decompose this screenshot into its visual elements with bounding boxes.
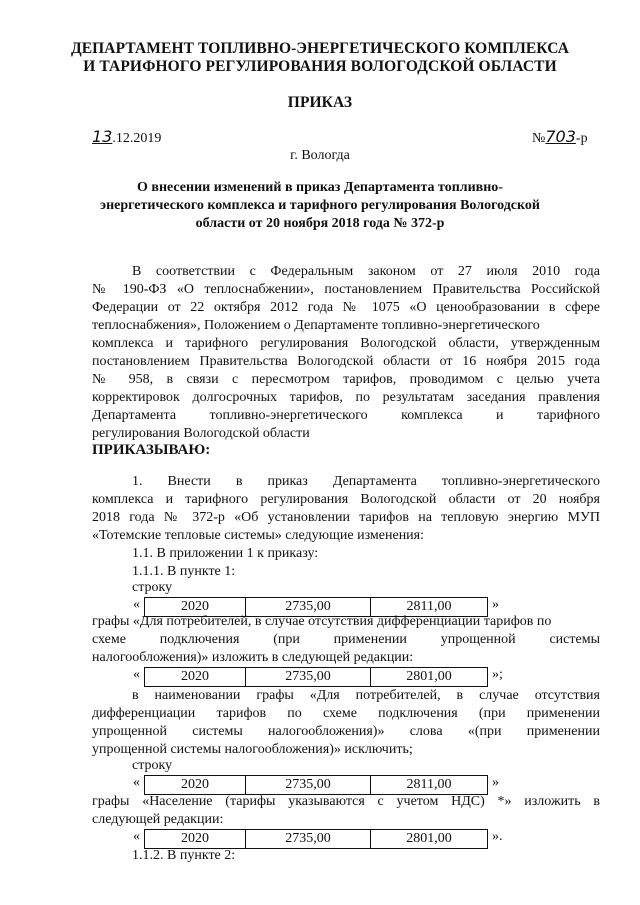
quote-close: »: [492, 775, 499, 790]
year-cell: 2020: [145, 776, 246, 794]
tariff-cell: 2811,00: [406, 599, 452, 614]
year-cell: 2020: [145, 830, 246, 848]
title-line-3: области от 20 ноября 2018 года № 372-р: [195, 216, 445, 231]
year-cell: 2020: [145, 598, 246, 616]
preamble-line: комплекса и тарифного регулирования Вологодской области, утвержденным: [92, 336, 600, 351]
quote-close: »: [492, 597, 499, 612]
item1-line: комплекса и тарифного регулирования Вологодской области от 20 ноября: [92, 492, 600, 507]
number-prefix: №: [532, 131, 546, 146]
document-type: ПРИКАЗ: [287, 94, 353, 111]
title-line-2: энергетического комплекса и тарифного регулирования Вологодской: [100, 198, 540, 213]
tariff-row-table: [144, 829, 488, 849]
tariff-row-table: [144, 667, 488, 687]
title-line-1: О внесении изменений в приказ Департамента топливно-: [137, 180, 503, 195]
tariff-cell: 2801,00: [406, 669, 452, 684]
preamble-line: корректировок долгосрочных тарифов, по результатам заседания правления: [92, 390, 600, 405]
preamble-line: теплоснабжения», Положением о Департаменте топливно-энергетического: [92, 318, 540, 333]
tariff-cell: 2735,00: [246, 830, 371, 848]
para-b-line: упрощенной системы налогообложения)» слова «(при применении: [92, 724, 600, 739]
subitem-1-1-1: 1.1.1. В пункте 1:: [132, 564, 236, 579]
para-a-line: схеме подключения (при применении упрощенной системы: [92, 632, 600, 647]
item1-line: 1. Внести в приказ Департамента топливно-энергетического: [132, 474, 600, 489]
date-printed: .12.2019: [112, 131, 162, 146]
year-cell: 2020: [145, 668, 246, 686]
tariff-cell: 2735,00: [246, 776, 371, 794]
tariff-cell: 2735,00: [246, 598, 371, 616]
number-handwritten: 703: [545, 127, 576, 146]
quote-open: «: [133, 597, 140, 612]
preamble-line: Федерации от 22 октября 2012 года № 1075 «О ценообразовании в сфере: [92, 300, 600, 315]
stroku-label: строку: [132, 580, 173, 595]
para-b-line: упрощенной системы налогообложения)» исключить;: [92, 742, 413, 757]
para-b-line: в наименовании графы «Для потребителей, в случае отсутствия: [132, 688, 600, 703]
quote-close: ».: [492, 829, 503, 844]
stroku-label: строку: [132, 758, 173, 773]
number-suffix: -р: [575, 131, 588, 146]
order-word: ПРИКАЗЫВАЮ:: [92, 442, 211, 458]
quote-open: «: [133, 667, 140, 682]
order-date: [92, 127, 161, 147]
preamble-line: № 190-ФЗ «О теплоснабжении», постановлением Правительства Российской: [92, 282, 600, 297]
tariff-cell: 2811,00: [406, 777, 452, 792]
quote-close: »;: [492, 667, 503, 682]
preamble-line: В соответствии с Федеральным законом от 27 июля 2010 года: [132, 264, 600, 279]
item1-line: «Тотемские тепловые системы» следующие изменения:: [92, 528, 425, 543]
org-name-line-1: ДЕПАРТАМЕНТ ТОПЛИВНО-ЭНЕРГЕТИЧЕСКОГО КОМПЛЕКСА: [70, 40, 570, 57]
quote-open: «: [133, 775, 140, 790]
item1-line: 2018 года № 372-р «Об установлении тарифов на тепловую энергию МУП: [92, 510, 600, 525]
order-number: [532, 127, 588, 147]
preamble-line: постановлением Правительства Вологодской области от 16 ноября 2015 года: [92, 354, 600, 369]
preamble-line: Департамента топливно-энергетического комплекса и тарифного: [92, 408, 600, 423]
para-c-line: следующей редакции:: [92, 812, 224, 827]
para-a-line: графы «Для потребителей, в случае отсутствия дифференциации тарифов по: [92, 614, 552, 629]
para-a-line: налогообложения)» изложить в следующей редакции:: [92, 650, 414, 665]
subitem-1-1: 1.1. В приложении 1 к приказу:: [132, 546, 319, 561]
para-c-line: графы «Население (тарифы указываются с учетом НДС) *» изложить в: [92, 794, 600, 809]
preamble-line: № 958, в связи с пересмотром тарифов, проводимом с целью учета: [92, 372, 600, 387]
para-b-line: дифференциации тарифов по схеме подключения (при применении: [92, 706, 600, 721]
preamble-line: регулирования Вологодской области: [92, 426, 310, 441]
subitem-1-1-2: 1.1.2. В пункте 2:: [132, 848, 236, 863]
quote-open: «: [133, 829, 140, 844]
tariff-row-table: [144, 775, 488, 795]
date-handwritten: 13: [92, 127, 113, 146]
org-name-line-2: И ТАРИФНОГО РЕГУЛИРОВАНИЯ ВОЛОГОДСКОЙ ОБЛАСТИ: [83, 58, 557, 75]
tariff-cell: 2801,00: [406, 831, 452, 846]
tariff-cell: 2735,00: [246, 668, 371, 686]
city: г. Вологда: [290, 148, 350, 163]
